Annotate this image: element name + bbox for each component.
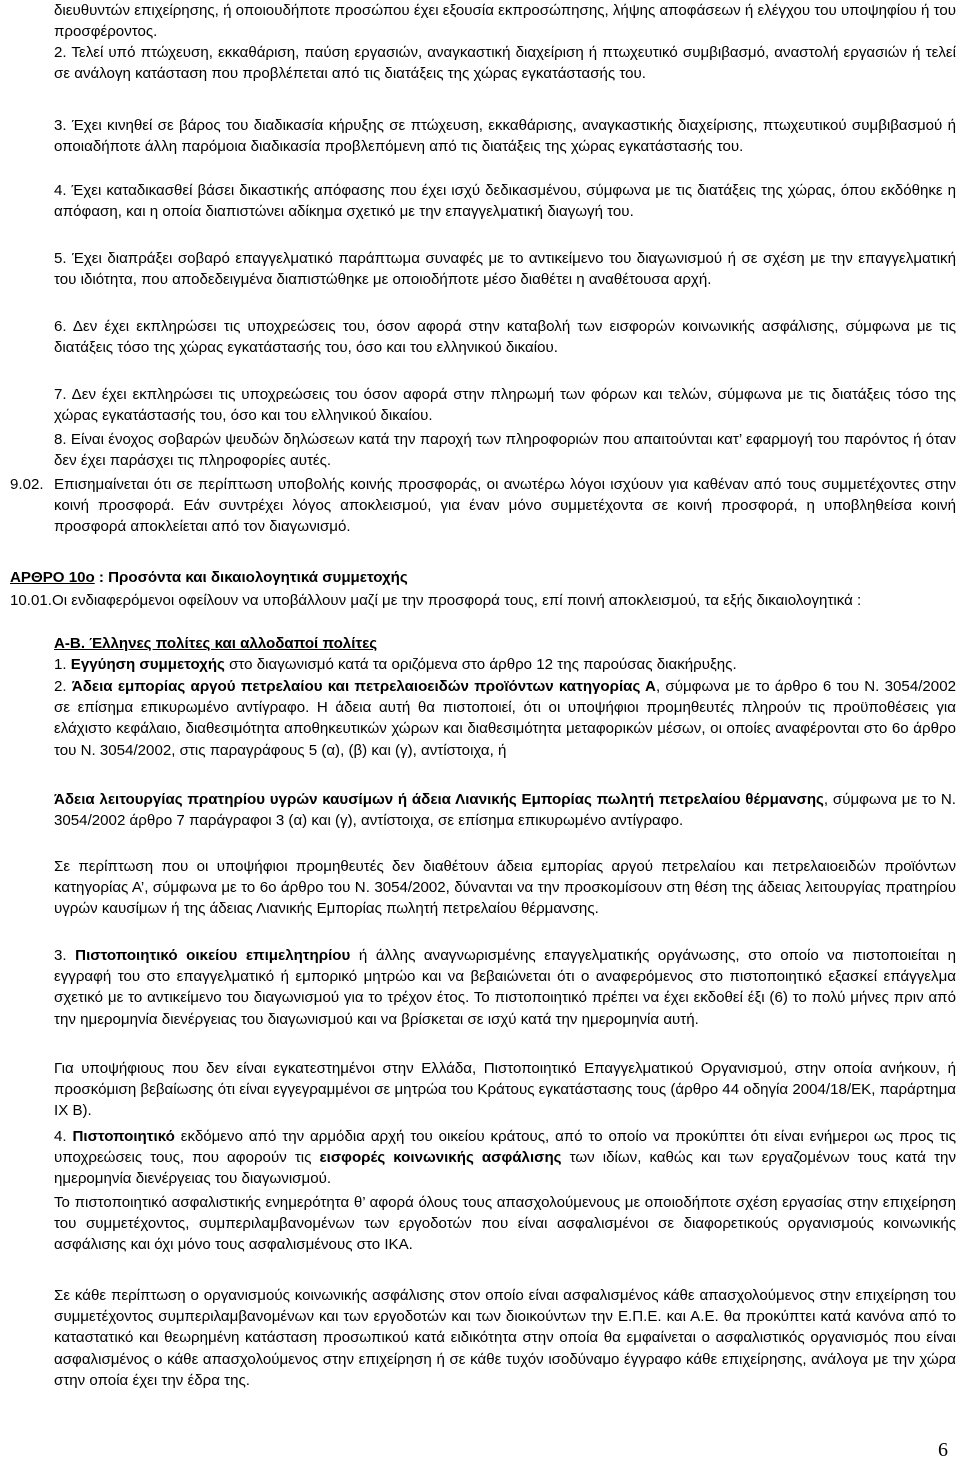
item-2 bbox=[54, 676, 956, 761]
item-title: Άδεια εμπορίας αργού πετρελαίου και πετρελαιοειδών προϊόντων κατηγορίας Α bbox=[71, 678, 656, 695]
item-title: Πιστοποιητικό bbox=[72, 1128, 175, 1145]
page-number: 6 bbox=[938, 1439, 948, 1461]
item-4 bbox=[54, 1126, 956, 1190]
paragraph-9-02 bbox=[10, 474, 956, 538]
article-title: : Προσόντα και δικαιολογητικά συμμετοχής bbox=[94, 569, 408, 586]
item-body: , σύμφωνα με το Ν. 3054/2002 άρθρο 7 παράγραφοι 3 (α) και (γ), αντίστοιχα, σε επίσημα επικυρωμένο αντίγραφο. bbox=[54, 791, 956, 830]
item-body-end: των ιδίων, καθώς και των εργαζομένων τους κατά την ημερομηνία διενέργειας του διαγωνισμού. bbox=[54, 1149, 956, 1188]
item-number: 1. bbox=[54, 656, 71, 673]
item-body: στο διαγωνισμό κατά τα οριζόμενα στο άρθρο 12 της παρούσας διακήρυξης. bbox=[224, 656, 737, 673]
paragraph-item-8: 8. Είναι ένοχος σοβαρών ψευδών δηλώσεων κατά την παροχή των πληροφοριών που απαιτούνται κατ’ εφαρμογή του παρόντος ή όταν δεν έχει παράσχει τις πληροφορίες αυτές. bbox=[54, 431, 956, 470]
item-number: 4. bbox=[54, 1128, 73, 1145]
paragraph-9-02-text: Επισημαίνεται ότι σε περίπτωση υποβολής κοινής προσφοράς, οι ανωτέρω λόγοι ισχύουν για καθέναν από τους συμμετέχοντες στην κοινή προσφορά. Εάν συντρέχει λόγος αποκλεισμού, για έναν μόνο συμμετέχοντα σε κοινή προσφορά, η υποβληθείσα κοινή προσφορά αποκλείεται από τον διαγωνισμό. bbox=[54, 476, 956, 536]
item-title: Εγγύηση συμμετοχής bbox=[70, 656, 225, 673]
subheading bbox=[54, 633, 377, 654]
item-body: , σύμφωνα με το άρθρο 6 του Ν. 3054/2002 σε επίσημα επικυρωμένο αντίγραφο. Η άδεια αυτή θα πιστοποιεί, ότι οι υποψήφιοι προμηθευτές πληρούν τις προϋποθέσεις για ελάχιστο κεφάλαιο, διαθεσιμότητα αποθηκευτικών χώρων και διαθεσιμότητα μεταφορικών μέσων, οι οποίες αναφέρονται στο 6ο άρθρο του Ν. 3054/2002, στις παραγράφους 5 (α), (β) και (γ), αντίστοιχα, ή bbox=[54, 678, 956, 759]
item-1 bbox=[54, 654, 956, 675]
item-body: ή άλλης αναγνωρισμένης επαγγελματικής οργάνωσης, στο οποίο να πιστοποιείται η εγγραφή του στο επαγγελματικό ή εμπορικό μητρώο και να βεβαιώνεται ότι ο αναφερόμενος στο πιστοποιητικό εξασκεί επάγγελμα σχετικό με το αντικείμενο του διαγωνισμού για το τρέχον έτος. Το πιστοποιητικό πρέπει να έχει εκδοθεί έξι (6) το πολύ μήνες πριν από την ημερομηνία διενέργειας του διαγωνισμού και να βρίσκεται σε ισχύ κατά την ημερομηνία αυτή. bbox=[54, 947, 956, 1028]
item-3-foreign: Για υποψήφιους που δεν είναι εγκατεστημένοι στην Ελλάδα, Πιστοποιητικό Επαγγελματικού Οργανισμού, στην οποία ανήκουν, ή προσκόμιση βεβαίωσης ότι είναι εγγεγραμμένοι σε μητρώα του Κράτους εγκατάστασης τους (άρθρο 44 οδηγία 2004/18/ΕΚ, παράρτημα ΙΧ Β). bbox=[54, 1060, 956, 1120]
paragraph-item-7: 7. Δεν έχει εκπληρώσει τις υποχρεώσεις του όσον αφορά στην πληρωμή των φόρων και τελών, σύμφωνα με τις διατάξεις τόσο της χώρας εγκατάστασής του, όσο και του ελληνικού δικαίου. bbox=[54, 386, 956, 425]
item-title: Άδεια λειτουργίας πρατηρίου υγρών καυσίμων ή άδεια Λιανικής Εμπορίας πωλητή πετρελαίου θέρμανσης bbox=[54, 791, 824, 808]
item-2-alternative bbox=[54, 789, 956, 831]
paragraph-item-5: 5. Έχει διαπράξει σοβαρό επαγγελματικό παράπτωμα συναφές με το αντικείμενο του διαγωνισμού ή σε σχέση με την επαγγελματική του ιδιότητα, που αποδεδειγμένα διαπιστώθηκε με οποιοδήποτε μέσο διαθέτει η αναθέτουσα αρχή. bbox=[54, 250, 956, 289]
subheading-text: Α-Β. Έλληνες πολίτες και αλλοδαποί πολίτες bbox=[54, 635, 378, 652]
item-3 bbox=[54, 945, 956, 1030]
item-4-note: Το πιστοποιητικό ασφαλιστικής ενημερότητα θ’ αφορά όλους τους απασχολούμενους με οποιοδήποτε σχέση εργασίας στην επιχείρηση του συμμετέχοντος, συμπεριλαμβανομένων των εργοδοτών που είναι ασφαλισμένοι σε διαφορετικούς οργανισμούς κοινωνικής ασφάλισης και όχι μόνο τους ασφαλισμένους στο ΙΚΑ. bbox=[54, 1194, 956, 1254]
item-number: 2. bbox=[54, 678, 72, 695]
item-emphasis: εισφορές κοινωνικής ασφάλισης bbox=[319, 1149, 562, 1167]
paragraph-item-4: 4. Έχει καταδικασθεί βάσει δικαστικής απόφασης που έχει ισχύ δεδικασμένου, σύμφωνα με τις διατάξεις της χώρας, όπου εκδόθηκε η απόφαση, και η οποία διαπιστώνει αδίκημα σχετικό με την επαγγελματική διαγωγή του. bbox=[54, 182, 956, 221]
item-body: εκδόμενο από την αρμόδια αρχή του οικείου κράτους, από το οποίο να προκύπτει ότι είναι ενήμεροι ως προς τις υποχρεώσεις τους, που αφορούν τις bbox=[54, 1128, 956, 1167]
paragraph-item-6: 6. Δεν έχει εκπληρώσει τις υποχρεώσεις του, όσον αφορά στην καταβολή των εισφορών κοινωνικής ασφάλισης, σύμφωνα με τις διατάξεις τόσο της χώρας εγκατάστασής του, όσο και του ελληνικού δικαίου. bbox=[54, 318, 956, 357]
item-title: Πιστοποιητικό οικείου επιμελητηρίου bbox=[75, 947, 351, 964]
section-number: 9.02. bbox=[10, 476, 44, 493]
paragraph-item-3: 3. Έχει κινηθεί σε βάρος του διαδικασία κήρυξης σε πτώχευση, εκκαθάρισης, αναγκαστικής διαχείρισης, πτωχευτικού συμβιβασμού ή οποιαδήποτε άλλη παρόμοια διαδικασία προβλεπόμενη από τις διατάξεις της χώρας εγκατάστασής του. bbox=[54, 117, 956, 156]
article-heading bbox=[10, 567, 408, 588]
item-number: 3. bbox=[54, 947, 76, 964]
item-4-detail: Σε κάθε περίπτωση ο οργανισμούς κοινωνικής ασφάλισης στον οποίο είναι ασφαλισμένος κάθε απασχολούμενος στην επιχείρηση του συμμετέχοντος συμπεριλαμβανομένων και των εργοδοτών και των διοικούντων την Ε.Π.Ε. και Α.Ε. θα προκύπτει κατά κανόνα από το καταστατικό και θεωρημένη κατάσταση προσωπικού κατά ειδικότητα στην οποία θα εμφαίνεται ο ασφαλιστικός οργανισμός που είναι ασφαλισμένος ο κάθε απασχολούμενος στην επιχείρηση ή σε κάθε τυχόν ισοδύναμο έγγραφο κάθε επιχείρησης, ανάλογα με την χώρα στην οποία έχει την έδρα της. bbox=[54, 1287, 956, 1389]
article-number: ΑΡΘΡΟ 10ο bbox=[10, 569, 95, 586]
paragraph-10-01: 10.01.Οι ενδιαφερόμενοι οφείλουν να υποβάλλουν μαζί με την προσφορά τους, επί ποινή αποκλεισμού, τα εξής δικαιολογητικά : bbox=[10, 592, 862, 609]
item-2-note: Σε περίπτωση που οι υποψήφιοι προμηθευτές δεν διαθέτουν άδεια εμπορίας αργού πετρελαίου και πετρελαιοειδών προϊόντων κατηγορίας Α’, σύμφωνα με το 6ο άρθρο του Ν. 3054/2002, δύνανται να την προσκομίσουν στη θέση της άδειας λειτουργίας πρατηρίου υγρών καυσίμων ή της άδειας Λιανικής Εμπορίας πωλητή πετρελαίου θέρμανσης. bbox=[54, 858, 956, 918]
paragraph-item-2: 2. Τελεί υπό πτώχευση, εκκαθάριση, παύση εργασιών, αναγκαστική διαχείριση ή πτωχευτικό συμβιβασμό, αναστολή εργασιών ή τελεί σε ανάλογη κατάσταση που προβλέπεται από τις διατάξεις της χώρας εγκατάστασής του. bbox=[54, 44, 956, 83]
paragraph-intro: διευθυντών επιχείρησης, ή οποιουδήποτε προσώπου έχει εξουσία εκπροσώπησης, λήψης αποφάσεων ή ελέγχου του υποψηφίου ή του προσφέροντος. bbox=[54, 2, 956, 41]
